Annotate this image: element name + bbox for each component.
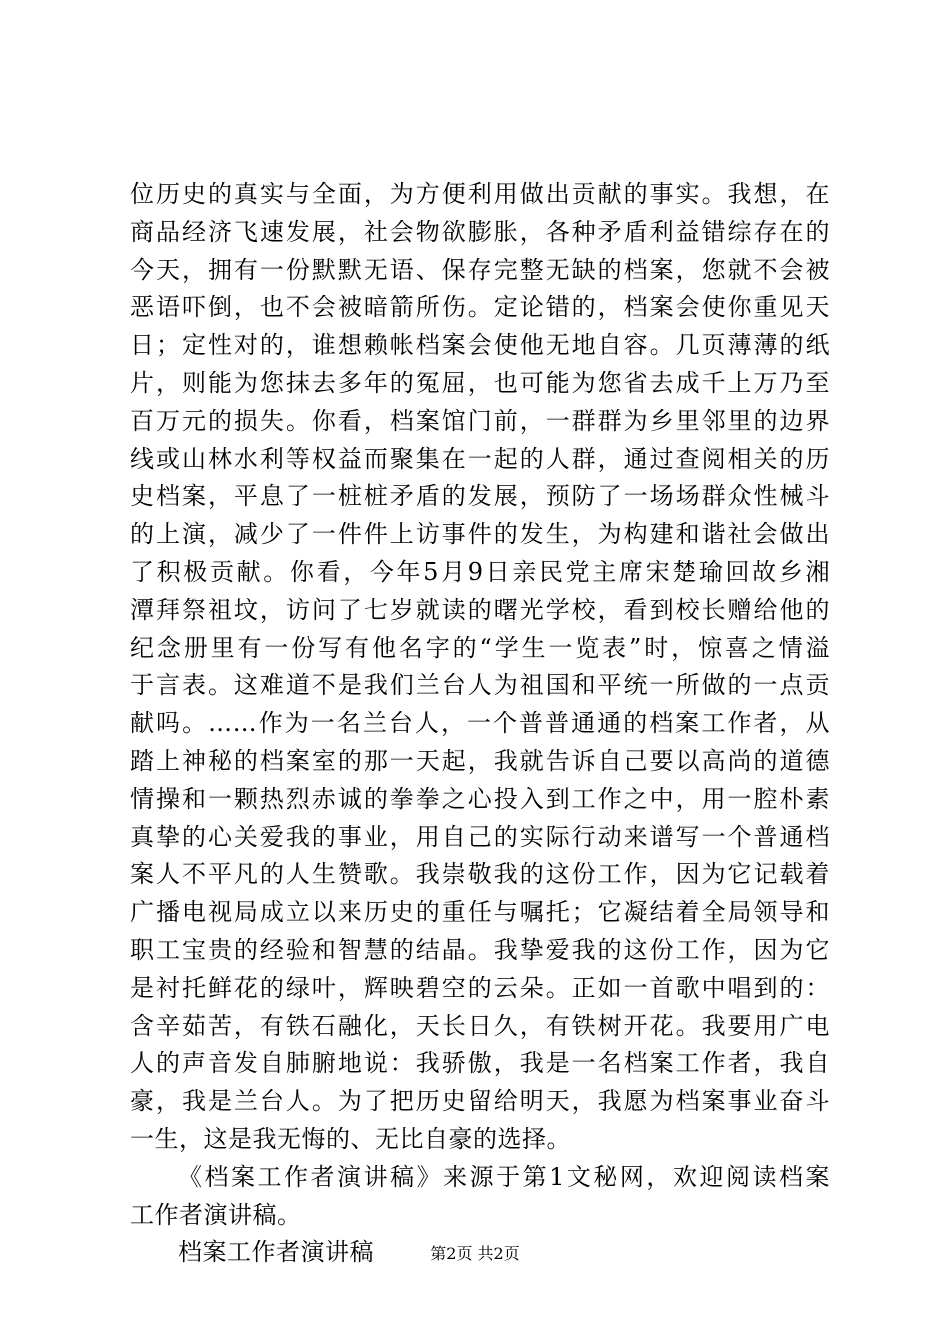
text-line: 潭拜祭祖坟，访问了七岁就读的曙光学校，看到校长赠给他的 xyxy=(130,595,830,624)
text-line: 献吗。……作为一名兰台人，一个普普通通的档案工作者，从 xyxy=(130,709,830,738)
text-line: 纪念册里有一份写有他名字的“学生一览表”时，惊喜之情溢 xyxy=(130,633,830,662)
text-line: 踏上神秘的档案室的那一天起，我就告诉自己要以高尚的道德 xyxy=(130,746,830,775)
text-line: 人的声音发自肺腑地说：我骄傲，我是一名档案工作者，我自 xyxy=(130,1049,830,1078)
text-line: 工作者演讲稿。 xyxy=(130,1200,302,1229)
text-line: 《档案工作者演讲稿》来源于第1文秘网，欢迎阅读档案 xyxy=(178,1162,830,1191)
text-line: 片，则能为您抹去多年的冤屈，也可能为您省去成千上万乃至 xyxy=(130,368,830,397)
text-line: 线或山林水利等权益而聚集在一起的人群，通过查阅相关的历 xyxy=(130,444,830,473)
body-text xyxy=(130,176,830,1272)
text-line: 真挚的心关爱我的事业，用自己的实际行动来谱写一个普通档 xyxy=(130,822,830,851)
text-line: 情操和一颗热烈赤诚的拳拳之心投入到工作之中，用一腔朴素 xyxy=(130,784,830,813)
text-line: 位历史的真实与全面，为方便利用做出贡献的事实。我想，在 xyxy=(130,180,830,208)
page-footer: 第2页 共2页 xyxy=(430,1244,520,1263)
text-line: 的上演，减少了一件件上访事件的发生，为构建和谐社会做出 xyxy=(130,520,830,549)
text-line: 一生，这是我无悔的、无比自豪的选择。 xyxy=(130,1124,571,1153)
text-line: 今天，拥有一份默默无语、保存完整无缺的档案，您就不会被 xyxy=(130,255,830,284)
closing-title: 档案工作者演讲稿 xyxy=(178,1238,374,1267)
text-line: 广播电视局成立以来历史的重任与嘱托；它凝结着全局领导和 xyxy=(130,898,830,927)
text-line: 含辛茹苦，有铁石融化，天长日久，有铁树开花。我要用广电 xyxy=(130,1011,830,1040)
text-line: 于言表。这难道不是我们兰台人为祖国和平统一所做的一点贡 xyxy=(130,671,830,700)
paragraph xyxy=(130,1159,830,1235)
text-line: 职工宝贵的经验和智慧的结晶。我挚爱我的这份工作，因为它 xyxy=(130,935,830,964)
text-line: 日；定性对的，谁想赖帐档案会使他无地自容。几页薄薄的纸 xyxy=(130,331,830,360)
text-line: 了积极贡献。你看，今年5月9日亲民党主席宋楚瑜回故乡湘 xyxy=(130,557,830,586)
text-line: 豪，我是兰台人。为了把历史留给明天，我愿为档案事业奋斗 xyxy=(130,1087,830,1116)
text-line: 恶语吓倒，也不会被暗箭所伤。定论错的，档案会使你重见天 xyxy=(130,293,830,322)
text-line: 百万元的损失。你看，档案馆门前，一群群为乡里邻里的边界 xyxy=(130,406,830,435)
paragraph xyxy=(130,176,830,1159)
text-line: 商品经济飞速发展，社会物欲膨胀，各种矛盾利益错综存在的 xyxy=(130,217,830,246)
text-line: 是衬托鲜花的绿叶，辉映碧空的云朵。正如一首歌中唱到的： xyxy=(130,973,830,1002)
text-line: 案人不平凡的人生赞歌。我崇敬我的这份工作，因为它记载着 xyxy=(130,860,830,889)
text-line: 史档案，平息了一桩桩矛盾的发展，预防了一场场群众性械斗 xyxy=(130,482,830,511)
